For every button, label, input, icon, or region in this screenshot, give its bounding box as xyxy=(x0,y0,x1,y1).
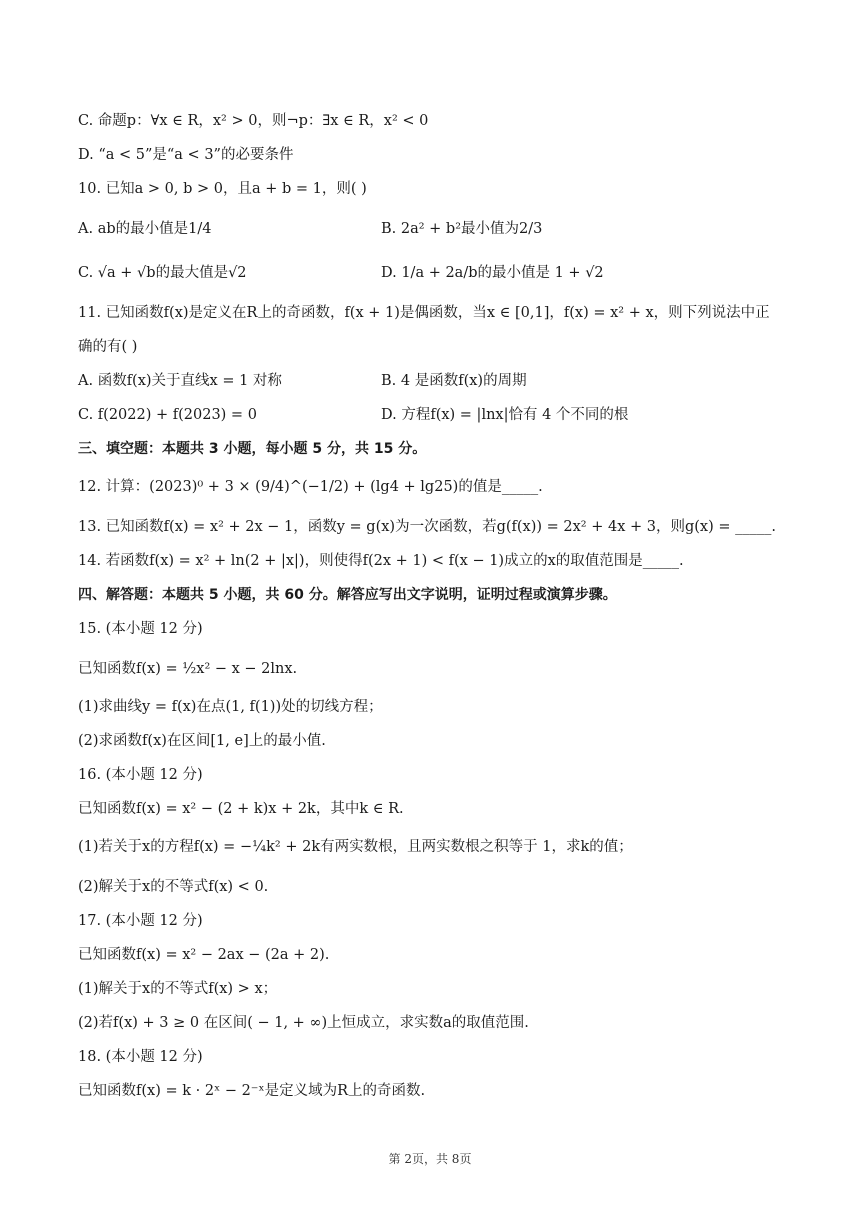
option-11d: D. 方程f(x) = |lnx|恰有 4 个不同的根 xyxy=(381,407,629,423)
option-9d: D. “a < 5”是“a < 3”的必要条件 xyxy=(78,147,294,163)
question-10: 10. 已知a > 0, b > 0，且a + b = 1，则( ) xyxy=(78,181,367,197)
question-15-header: 15. (本小题 12 分) xyxy=(78,621,203,637)
option-11c: C. f(2022) + f(2023) = 0 xyxy=(78,407,257,423)
question-16-stem: 已知函数f(x) = x² − (2 + k)x + 2k，其中k ∈ R. xyxy=(78,801,404,817)
question-14: 14. 若函数f(x) = x² + ln(2 + |x|)，则使得f(2x + 1) < f(x − 1)成立的x的取值范围是_____. xyxy=(78,553,684,569)
option-11a: A. 函数f(x)关于直线x = 1 对称 xyxy=(78,373,282,389)
question-18-stem: 已知函数f(x) = k · 2ˣ − 2⁻ˣ是定义域为R上的奇函数. xyxy=(78,1083,426,1099)
section-heading-answer: 四、解答题：本题共 5 小题，共 60 分。解答应写出文字说明，证明过程或演算步骤。 xyxy=(78,587,617,603)
option-10b: B. 2a² + b²最小值为2/3 xyxy=(381,221,543,237)
question-16-header: 16. (本小题 12 分) xyxy=(78,767,203,783)
option-10a: A. ab的最小值是1/4 xyxy=(78,221,212,237)
page-footer: 第 2页，共 8页 xyxy=(388,1152,472,1166)
question-15-stem: 已知函数f(x) = ½x² − x − 2lnx. xyxy=(78,661,298,677)
question-15-part1: (1)求曲线y = f(x)在点(1, f(1))处的切线方程； xyxy=(78,699,383,715)
question-17-part1: (1)解关于x的不等式f(x) > x； xyxy=(78,981,278,997)
option-9c: C. 命题p：∀x ∈ R，x² > 0，则¬p：∃x ∈ R，x² < 0 xyxy=(78,113,429,129)
section-heading-fill: 三、填空题：本题共 3 小题，每小题 5 分，共 15 分。 xyxy=(78,441,427,457)
question-16-part1: (1)若关于x的方程f(x) = −¼k² + 2k有两实数根，且两实数根之积等于 1，求k的值； xyxy=(78,839,633,855)
question-12: 12. 计算：(2023)⁰ + 3 × (9/4)^(−1/2) + (lg4 + lg25)的值是_____. xyxy=(78,479,543,495)
option-10c: C. √a + √b的最大值是√2 xyxy=(78,265,247,281)
question-17-header: 17. (本小题 12 分) xyxy=(78,913,203,929)
question-17-part2: (2)若f(x) + 3 ≥ 0 在区间( − 1, + ∞)上恒成立，求实数a的取值范围. xyxy=(78,1015,529,1031)
option-10d: D. 1/a + 2a/b的最小值是 1 + √2 xyxy=(381,265,604,281)
question-18-header: 18. (本小题 12 分) xyxy=(78,1049,203,1065)
question-17-stem: 已知函数f(x) = x² − 2ax − (2a + 2). xyxy=(78,947,330,963)
option-11b: B. 4 是函数f(x)的周期 xyxy=(381,373,527,389)
question-15-part2: (2)求函数f(x)在区间[1, e]上的最小值. xyxy=(78,733,326,749)
question-13: 13. 已知函数f(x) = x² + 2x − 1，函数y = g(x)为一次函数，若g(f(x)) = 2x² + 4x + 3，则g(x) = _____. xyxy=(78,519,776,535)
question-11: 11. 已知函数f(x)是定义在R上的奇函数，f(x + 1)是偶函数，当x ∈ [0,1]，f(x) = x² + x，则下列说法中正 xyxy=(78,305,770,321)
question-11-cont: 确的有( ) xyxy=(78,339,138,355)
question-16-part2: (2)解关于x的不等式f(x) < 0. xyxy=(78,879,269,895)
